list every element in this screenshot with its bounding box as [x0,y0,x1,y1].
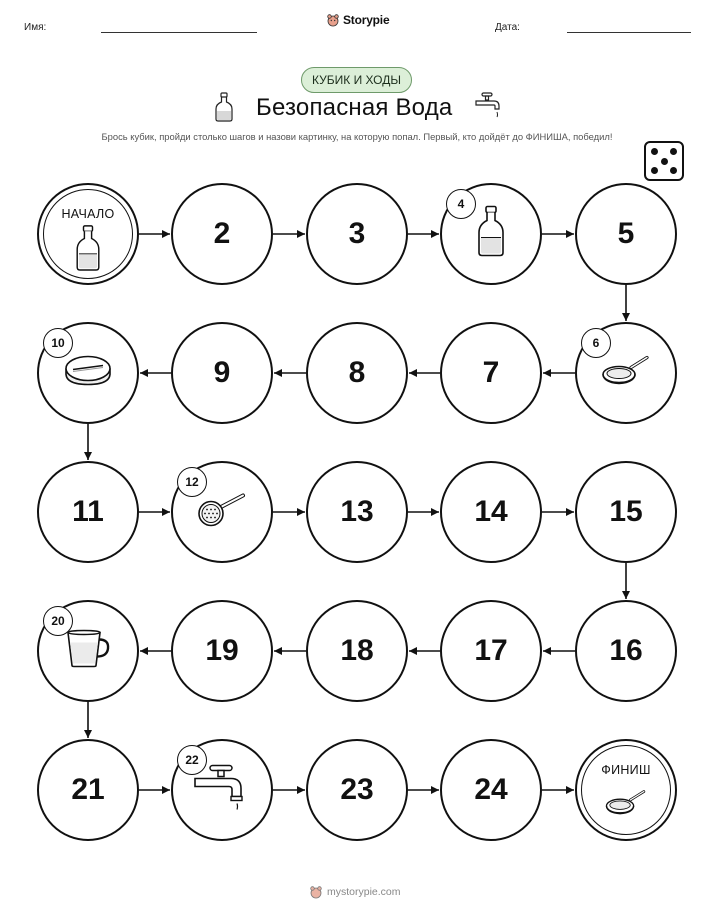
cell-number: 21 [71,773,105,806]
worksheet-header [0,0,714,50]
finish-cell [575,739,677,841]
board-cell-9 [171,322,273,424]
board-cell-5 [575,183,677,285]
board-cell-22 [171,739,273,841]
cell-number: 19 [205,634,239,667]
cell-number: 18 [340,634,374,667]
cell-badge: 4 [446,189,476,219]
arrow-head [431,508,439,516]
footer-url: mystorypie.com [327,886,401,898]
page-title: Безопасная Вода [256,94,453,121]
tablet-icon [63,354,113,393]
board-cell-12 [171,461,273,563]
storypie-mascot-icon [326,13,340,27]
board-cell-10 [37,322,139,424]
arrow-head [84,730,92,738]
arrow-head [566,786,574,794]
strainer-icon [196,492,248,533]
start-label: НАЧАЛО [61,207,115,221]
board-cell-18 [306,600,408,702]
arrow-head [274,647,282,655]
bottle-icon [75,225,102,277]
board-cell-21 [37,739,139,841]
arrow-head [409,369,417,377]
arrow-head [622,313,630,321]
title-row [0,92,714,128]
arrow-head [274,369,282,377]
cell-number: 23 [340,773,374,806]
arrow-head [566,230,574,238]
cell-number: 17 [474,634,508,667]
cell-number: 15 [609,495,643,528]
cup-icon [65,629,111,674]
storypie-mascot-icon [309,885,323,899]
board-cell-16 [575,600,677,702]
cell-number: 3 [348,217,366,250]
board-cell-2 [171,183,273,285]
faucet-icon [474,92,504,120]
arrow-head [622,591,630,599]
board-cell-14 [440,461,542,563]
arrow-head [543,647,551,655]
bottle-icon [476,206,506,263]
arrow-head [140,369,148,377]
faucet-icon [193,765,251,816]
instructions: Брось кубик, пройди столько шагов и назови картинку, на которую попал. Первый, кто дойдёт до ФИНИША, победил! [101,131,613,142]
cell-number: 16 [609,634,643,667]
arrow-head [162,230,170,238]
frying-pan-icon [601,355,651,392]
brand-logo [326,13,389,27]
bottle-icon [214,92,234,122]
cell-badge: 6 [581,328,611,358]
brand-name: Storypie [343,13,390,27]
board-cell-24 [440,739,542,841]
board-cell-3 [306,183,408,285]
board-cell-17 [440,600,542,702]
arrow-head [162,508,170,516]
board-cell-11 [37,461,139,563]
cell-badge: 20 [43,606,73,636]
frying-pan-icon [605,789,648,821]
board-cell-6 [575,322,677,424]
arrow-head [297,508,305,516]
cell-number: 2 [213,217,231,250]
cell-number: 5 [617,217,635,250]
arrow-head [162,786,170,794]
date-label: Дата: [495,22,520,33]
cell-number: 7 [482,356,500,389]
footer [309,885,401,899]
name-line[interactable] [101,32,257,33]
arrow-head [297,786,305,794]
board-cell-20 [37,600,139,702]
cell-number: 14 [474,495,508,528]
dice-icon[interactable] [644,141,684,181]
arrow-head [409,647,417,655]
board-cell-4 [440,183,542,285]
cell-badge: 10 [43,328,73,358]
start-cell [37,183,139,285]
cell-number: 13 [340,495,374,528]
board-cell-8 [306,322,408,424]
date-line[interactable] [567,32,691,33]
finish-label: ФИНИШ [601,763,651,777]
arrow-head [566,508,574,516]
cell-number: 11 [72,495,104,528]
arrow-head [84,452,92,460]
cell-number: 24 [474,773,508,806]
game-type-pill: КУБИК И ХОДЫ [301,67,412,93]
board-cell-13 [306,461,408,563]
arrow-head [543,369,551,377]
board-cell-15 [575,461,677,563]
board-cell-23 [306,739,408,841]
arrow-head [431,786,439,794]
name-label: Имя: [24,22,47,33]
cell-number: 9 [213,356,231,389]
cell-badge: 22 [177,745,207,775]
arrow-head [140,647,148,655]
cell-badge: 12 [177,467,207,497]
board-cell-7 [440,322,542,424]
arrow-head [297,230,305,238]
board-cell-19 [171,600,273,702]
arrow-head [431,230,439,238]
cell-number: 8 [348,356,366,389]
